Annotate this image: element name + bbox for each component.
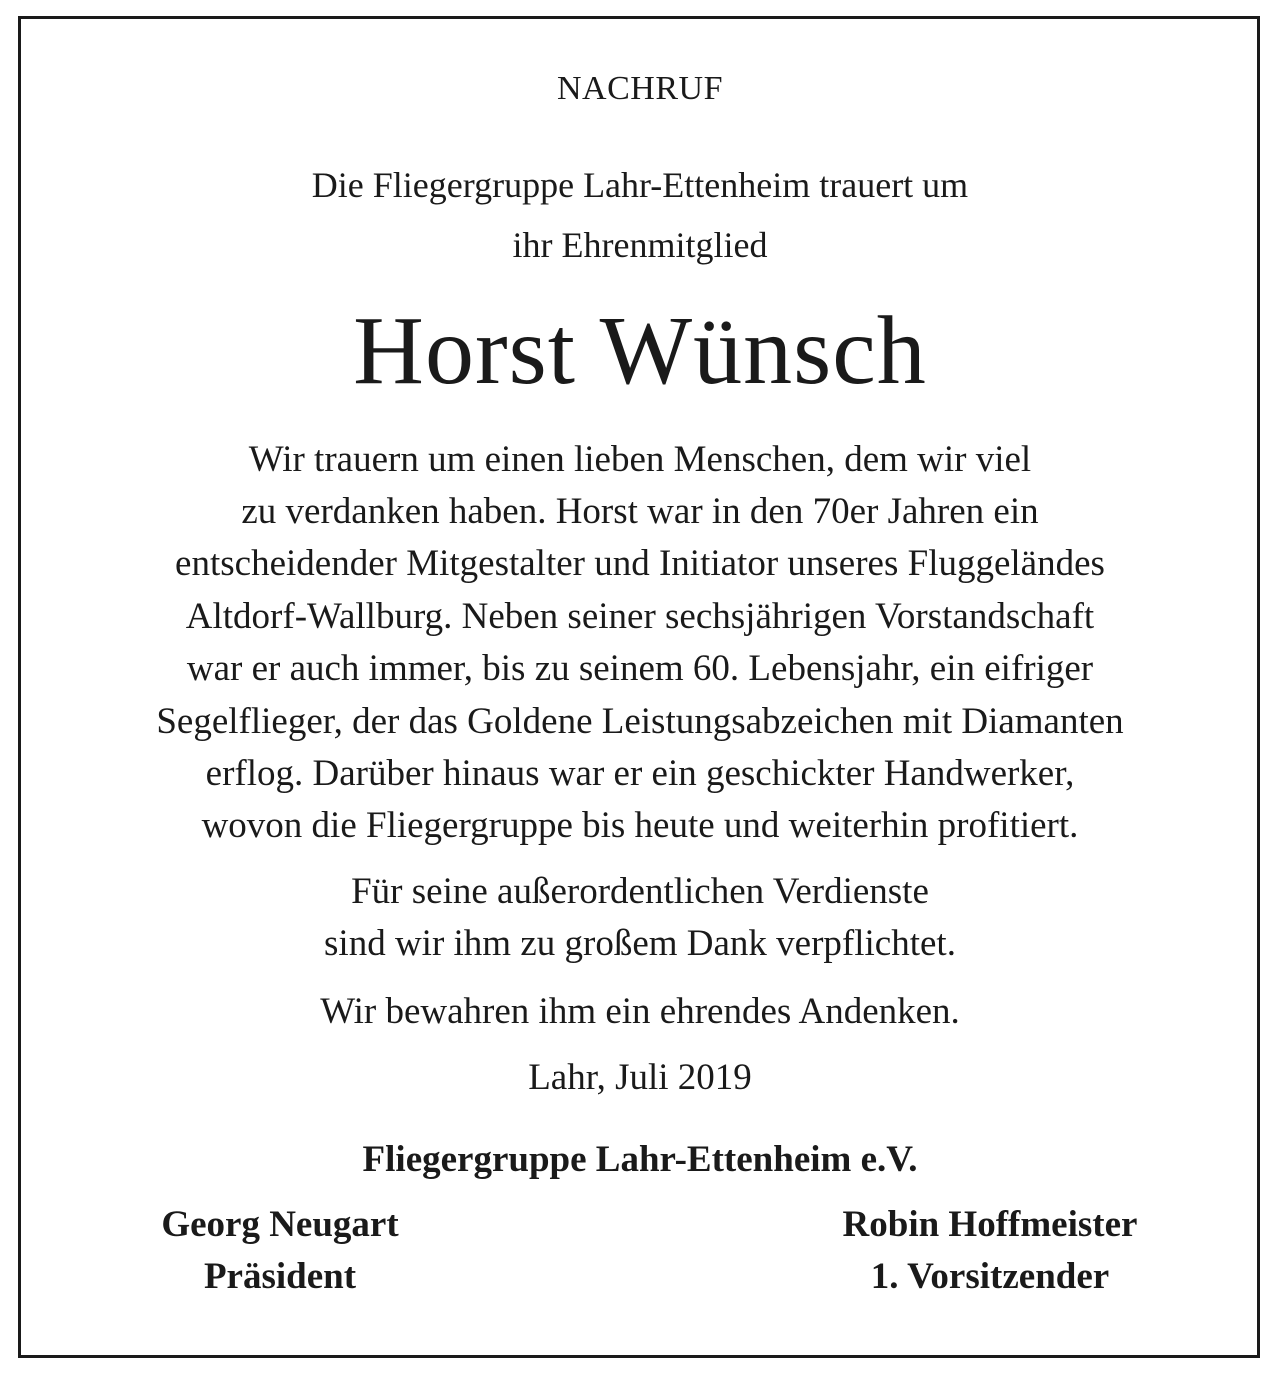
- obituary-heading: NACHRUF: [557, 70, 723, 107]
- intro-line-1: Die Fliegergruppe Lahr-Ettenheim trauert um: [311, 165, 969, 205]
- signatory-2-role: 1. Vorsitzender: [870, 1256, 1110, 1297]
- organization-name: Fliegergruppe Lahr-Ettenheim e.V.: [362, 1139, 918, 1180]
- gratitude-line-2: sind wir ihm zu großem Dank verpflichtet.: [324, 923, 956, 964]
- body-line-5: war er auch immer, bis zu seinem 60. Lebensjahr, ein eifriger: [186, 648, 1094, 689]
- place-date: Lahr, Juli 2019: [528, 1057, 752, 1098]
- gratitude-line-1: Für seine außerordentlichen Verdienste: [351, 871, 929, 912]
- body-line-8: wovon die Fliegergruppe bis heute und weiterhin profitiert.: [201, 805, 1079, 846]
- body-line-1: Wir trauern um einen lieben Menschen, dem wir viel: [248, 439, 1032, 480]
- body-line-3: entscheidender Mitgestalter und Initiator unseres Fluggeländes: [175, 543, 1105, 584]
- body-line-7: erflog. Darüber hinaus war er ein geschickter Handwerker,: [205, 753, 1075, 794]
- signatory-2-name: Robin Hoffmeister: [842, 1204, 1138, 1245]
- signatory-1-role: Präsident: [203, 1256, 357, 1297]
- deceased-name: Horst Wünsch: [353, 297, 927, 405]
- memory-line: Wir bewahren ihm ein ehrendes Andenken.: [320, 991, 960, 1032]
- body-line-2: zu verdanken haben. Horst war in den 70er Jahren ein: [241, 491, 1039, 532]
- body-line-4: Altdorf-Wallburg. Neben seiner sechsjährigen Vorstandschaft: [185, 596, 1095, 637]
- intro-line-2: ihr Ehrenmitglied: [512, 225, 768, 265]
- body-line-6: Segelflieger, der das Goldene Leistungsabzeichen mit Diamanten: [156, 701, 1124, 742]
- signatory-1-name: Georg Neugart: [161, 1204, 399, 1245]
